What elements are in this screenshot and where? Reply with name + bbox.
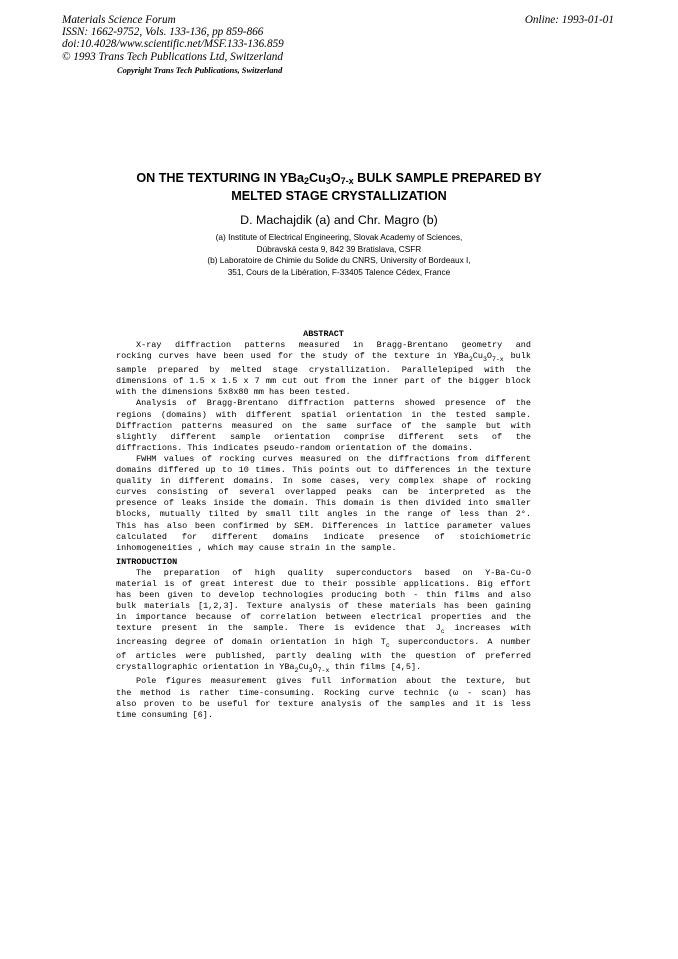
- affiliations: [100, 232, 578, 278]
- abstract-paragraph-3: FWHM values of rocking curves measured on the diffractions from different domains differed up to 10 times. This points out to differences in the texture quality in different domains. In some cases, very complex shape of rocking curves consisting of several overlapped peaks can be interpreted as the presence of leaks inside the domain. This domain is then divided into smaller blocks, mutually tilted by small tilt angles in the range of less than 2°. This has also been confirmed by SEM. Differences in lattice parameter values calculated for different domains indicate presence of stoichiometric inhomogeneities , which may cause strain in the sample.: [116, 453, 531, 553]
- copyright-notice: Copyright Trans Tech Publications, Switzerland: [117, 66, 283, 75]
- abstract-paragraph-2: Analysis of Bragg-Brentano diffraction patterns showed presence of the regions (domains) with different spatial orientation in the tested sample. Diffraction patterns measured on the same surface of the sample but with slightly different sample orientation comprise different sets of the diffractions. This indicates pseudo-random orientation of the domains.: [116, 398, 531, 453]
- abstract-paragraph-1: X-ray diffraction patterns measured in Bragg-Brentano geometry and rocking curves have been used for the study of the texture in $YBa_2Cu_3O_{7-x}$ bulk sample prepared by melted stage crystallization. Parallelepiped with the dimensions of 1.5 x 1.5 x 7 mm cut out from the inner part of the bigger block with the dimensions 5x8x80 mm has been tested.: [116, 340, 531, 398]
- doi-line: doi:10.4028/www.scientific.net/MSF.133-136.859: [62, 38, 284, 51]
- affiliation-line: 351, Cours de la Libération, F-33405 Talence Cédex, France: [227, 266, 451, 277]
- paper-title: [100, 171, 578, 203]
- journal-name: Materials Science Forum: [62, 14, 176, 26]
- introduction-heading: INTRODUCTION: [116, 556, 178, 567]
- introduction-paragraph-1: The preparation of high quality superconductors based on Y-Ba-Cu-O material is of great interest due to their possible applications. Big effort has been given to develop technologies producing both - thin films and also bulk materials [1,2,3]. Texture analysis of these materials has been gaining in importance because of correlation between electrical properties and the texture present in the sample. There is evidence that $J_c$ increases with increasing degree of domain orientation in high $T_c$ superconductors. A number of articles were published, partly dealing with the question of preferred crystallographic orientation in $YBa_2Cu_3O_{7-x}$ thin films [4,5].: [116, 567, 532, 675]
- abstract-heading: ABSTRACT: [303, 329, 344, 339]
- journal-metadata: [62, 14, 362, 63]
- title-line-2: MELTED STAGE CRYSTALLIZATION: [231, 188, 447, 203]
- affiliation-line: Dúbravská cesta 9, 842 39 Bratislava, CSFR: [256, 243, 422, 254]
- publisher-line: © 1993 Trans Tech Publications Ltd, Switzerland: [62, 50, 283, 63]
- title-line-1: ON THE TEXTURING IN $YBa_2Cu_3O_{7-x}$ BULK SAMPLE PREPARED BY: [136, 171, 542, 186]
- introduction-paragraph-2: Pole figures measurement gives full information about the texture, but the method is rather time-consuming. Rocking curve technic (ω - scan) has also proven to be useful for texture analysis of the samples and it is less time consuming [6].: [116, 676, 531, 720]
- authors: D. Machajdik (a) and Chr. Magro (b): [240, 213, 438, 227]
- affiliation-line: (a) Institute of Electrical Engineering, Slovak Academy of Sciences,: [215, 232, 463, 242]
- issn-line: ISSN: 1662-9752, Vols. 133-136, pp 859-866: [62, 26, 264, 39]
- body-text: [116, 329, 531, 721]
- online-date: Online: 1993-01-01: [524, 14, 614, 26]
- affiliation-line: (b) Laboratoire de Chimie du Solide du CNRS, University of Bordeaux I,: [207, 255, 471, 266]
